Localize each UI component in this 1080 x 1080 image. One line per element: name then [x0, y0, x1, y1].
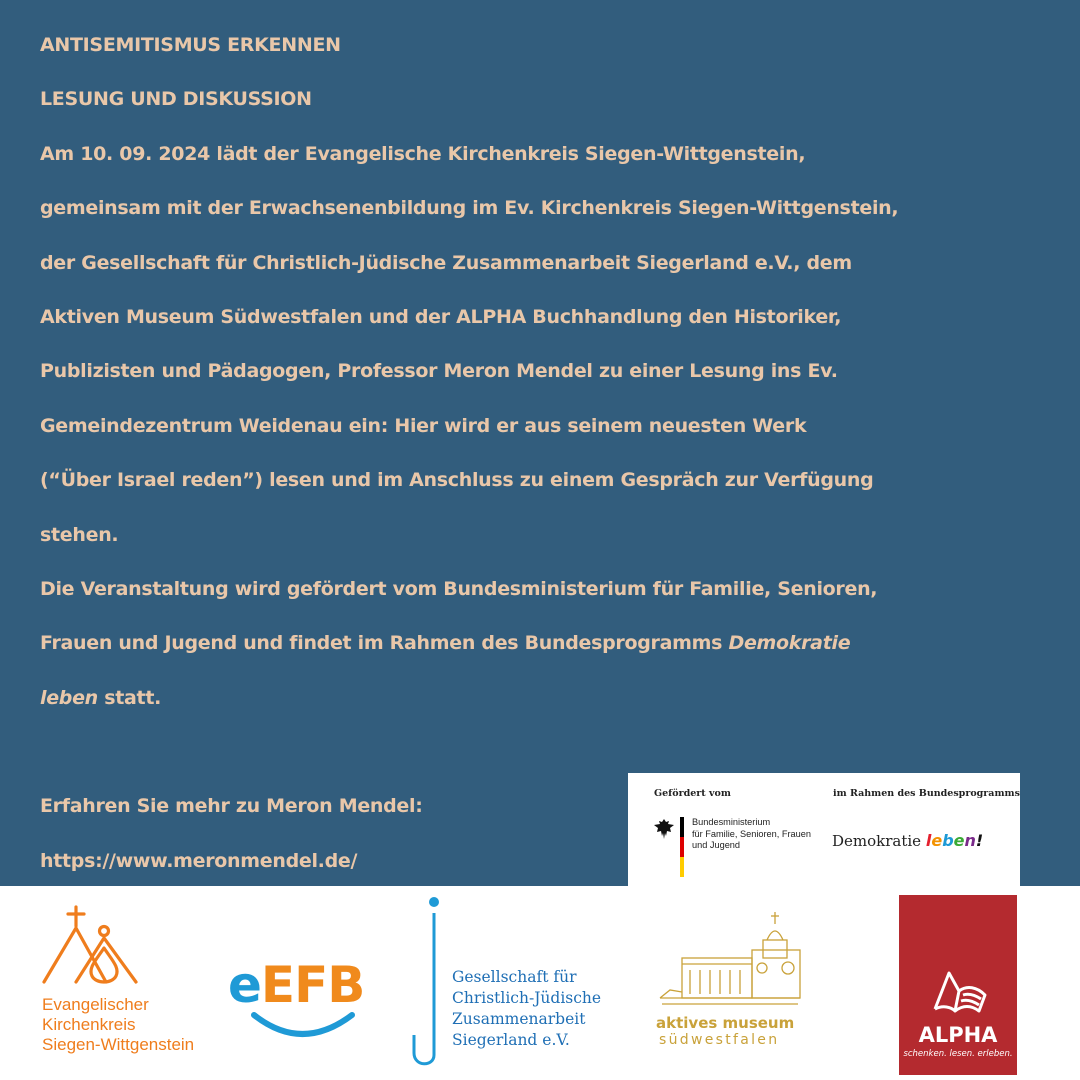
program-heading: im Rahmen des Bundesprogramms — [833, 788, 1020, 799]
body-line: Aktiven Museum Südwestfalen und der ALPHA Buchhandlung den Historiker, — [40, 305, 842, 328]
logo-line: Zusammenarbeit — [452, 1010, 586, 1028]
funded-by-heading: Gefördert vom — [654, 788, 731, 799]
body-line: Publizisten und Pädagogen, Professor Meron Mendel zu einer Lesung ins Ev. — [40, 360, 838, 383]
ministry-name — [692, 817, 811, 852]
body-line: (“Über Israel reden”) lesen und im Anschluss zu einem Gespräch zur Verfügung — [40, 469, 874, 492]
leben-letter: b — [942, 831, 954, 850]
eefb-e: e — [228, 956, 261, 1014]
logo-line: Christlich-Jüdische — [452, 989, 602, 1007]
eefb-logo — [228, 955, 373, 1040]
ministry-line: Bundesministerium — [692, 817, 771, 827]
eefb-letters: EFB — [260, 956, 365, 1014]
open-book-icon — [929, 965, 993, 1021]
body-line: gemeinsam mit der Erwachsenenbildung im Ev. Kirchenkreis Siegen-Wittgenstein, — [40, 197, 899, 220]
more-info-label: Erfahren Sie mehr zu Meron Mendel: — [40, 795, 423, 818]
leben-letter: e — [931, 831, 943, 850]
museum-name: aktives museum — [656, 1014, 795, 1032]
logo-line: Gesellschaft für — [452, 968, 577, 986]
kirchenkreis-name — [42, 995, 194, 1055]
logo-line: Kirchenkreis — [42, 1015, 136, 1034]
logo-line: Evangelischer — [42, 995, 149, 1014]
funding-line — [40, 616, 940, 670]
church-cross-icon — [40, 904, 150, 996]
smile-arc-icon — [250, 1011, 360, 1039]
funding-notice — [628, 773, 1020, 886]
leben-word — [926, 831, 983, 850]
castle-building-icon — [650, 910, 810, 1010]
spacer — [40, 725, 940, 779]
event-title: ANTISEMITISMUS ERKENNEN — [40, 34, 341, 56]
program-name-part1: Demokratie — [728, 632, 851, 655]
logo-line: Siegerland e.V. — [452, 1031, 570, 1049]
federal-eagle-icon — [653, 817, 675, 841]
program-name-part2: leben — [40, 686, 98, 709]
ministry-line: für Familie, Senioren, Frauen — [692, 828, 811, 839]
gcjz-logo — [410, 895, 620, 1070]
body-line: der Gesellschaft für Christlich-Jüdische Zusammenarbeit Siegerland e.V., dem — [40, 251, 852, 274]
announcement-text — [40, 18, 943, 888]
leben-letter: l — [925, 831, 932, 850]
alpha-name: ALPHA — [918, 1023, 998, 1047]
demokratie-word: Demokratie — [832, 832, 922, 850]
ministry-line: und Jugend — [692, 840, 741, 850]
leben-letter: ! — [975, 831, 984, 850]
alpha-bookstore-logo — [899, 895, 1017, 1075]
event-subtitle: LESUNG UND DISKUSSION — [40, 88, 312, 111]
logo-line: Siegen-Wittgenstein — [42, 1035, 195, 1054]
funding-line — [40, 671, 940, 725]
body-line: stehen. — [40, 523, 119, 546]
leben-letter: n — [964, 831, 976, 850]
german-flag-bar — [680, 817, 684, 877]
eefb-wordmark — [228, 955, 364, 1015]
leben-letter: e — [953, 831, 965, 850]
aktives-museum-logo — [650, 910, 820, 1055]
body-line: Gemeindezentrum Weidenau ein: Hier wird er aus seinem neuesten Werk — [40, 414, 807, 437]
more-info-url[interactable]: https://www.meronmendel.de/ — [40, 849, 358, 872]
kirchenkreis-logo — [40, 904, 220, 1064]
alpha-slogan: schenken. lesen. erleben. — [903, 1049, 1013, 1059]
gcjz-name — [452, 967, 601, 1051]
body-line: Am 10. 09. 2024 lädt der Evangelische Kirchenkreis Siegen-Wittgenstein, — [40, 142, 806, 165]
body-line: Die Veranstaltung wird gefördert vom Bundesministerium für Familie, Senioren, — [40, 577, 878, 600]
menorah-line-icon — [410, 895, 450, 1070]
funding-text: Frauen und Jugend und findet im Rahmen des Bundesprogramms — [40, 632, 729, 655]
demokratie-leben-logo — [832, 831, 983, 850]
funding-text: statt. — [97, 686, 162, 709]
museum-region: südwestfalen — [659, 1032, 780, 1048]
